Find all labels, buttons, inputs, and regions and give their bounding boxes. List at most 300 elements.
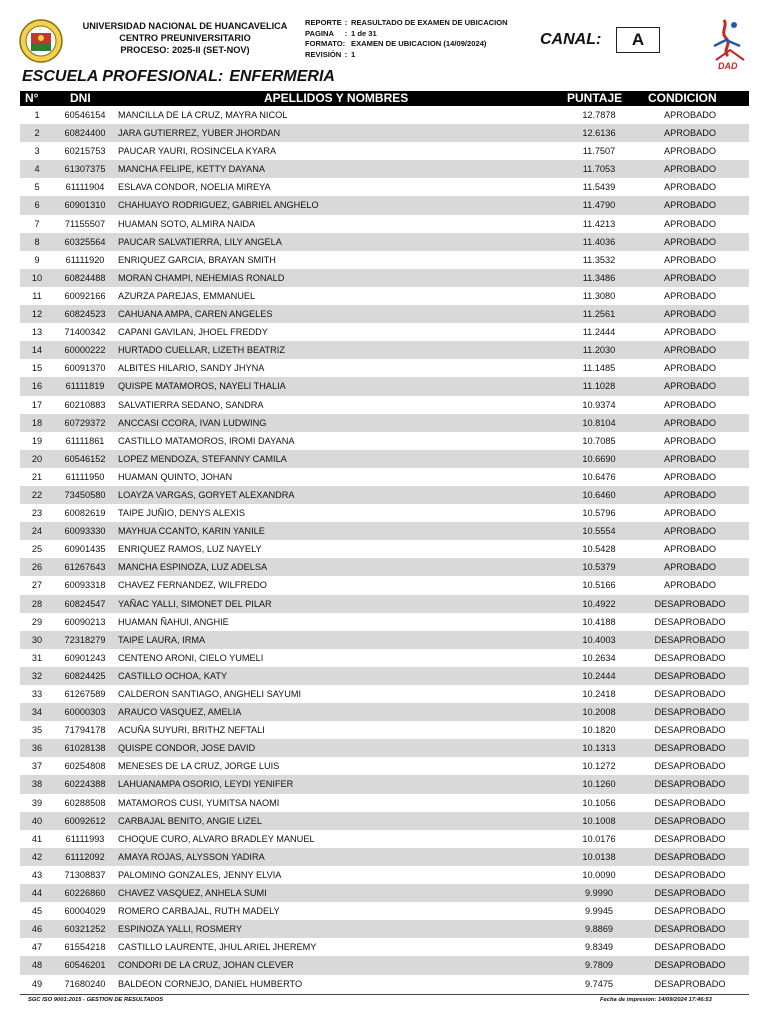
table-row bbox=[20, 305, 749, 323]
institution-name: UNIVERSIDAD NACIONAL DE HUANCAVELICA bbox=[82, 21, 288, 31]
row-number: 22 bbox=[31, 489, 43, 500]
row-score: 10.7085 bbox=[582, 435, 616, 446]
canal-label: CANAL: bbox=[540, 31, 602, 48]
row-condition: DESAPROBADO bbox=[654, 942, 726, 953]
school-heading bbox=[22, 68, 335, 86]
row-score: 11.1485 bbox=[582, 363, 616, 374]
row-number: 26 bbox=[31, 562, 43, 573]
row-number: 4 bbox=[34, 164, 40, 175]
footer-print-date: Fecha de impresión: 14/09/2024 17:46:53 bbox=[600, 997, 712, 1003]
row-dni: 60901243 bbox=[64, 652, 106, 663]
row-full-name: QUISPE CONDOR, JOSE DAVID bbox=[118, 743, 256, 754]
report-field-value: EXAMEN DE UBICACION (14/09/2024) bbox=[351, 39, 487, 48]
table-row bbox=[20, 196, 749, 214]
row-score: 11.7507 bbox=[582, 146, 616, 157]
row-score: 11.7053 bbox=[582, 164, 616, 175]
row-condition: DESAPROBADO bbox=[654, 978, 726, 989]
row-score: 10.1008 bbox=[582, 815, 616, 826]
row-full-name: ESPINOZA YALLI, ROSMERY bbox=[118, 924, 243, 935]
row-full-name: TAIPE LAURA, IRMA bbox=[118, 634, 206, 645]
row-condition: APROBADO bbox=[663, 417, 717, 428]
row-full-name: CASTILLO MATAMOROS, IROMI DAYANA bbox=[118, 435, 295, 446]
row-full-name: MAYHUA CCANTO, KARIN YANILE bbox=[118, 526, 265, 537]
row-dni: 61554218 bbox=[64, 942, 106, 953]
row-score: 10.9374 bbox=[582, 399, 616, 410]
row-number: 13 bbox=[31, 327, 43, 338]
row-score: 10.2634 bbox=[582, 652, 616, 663]
row-number: 42 bbox=[31, 851, 43, 862]
row-number: 12 bbox=[31, 309, 43, 320]
row-full-name: ENRIQUEZ RAMOS, LUZ NAYELY bbox=[118, 544, 262, 555]
row-condition: DESAPROBADO bbox=[654, 689, 726, 699]
row-dni: 60901435 bbox=[64, 544, 106, 555]
row-full-name: ACUÑA SUYURI, BRITHZ NEFTALI bbox=[118, 725, 265, 736]
row-dni: 72318279 bbox=[64, 634, 106, 645]
table-row bbox=[20, 522, 749, 540]
table-row bbox=[20, 775, 749, 793]
row-score: 12.7878 bbox=[582, 110, 616, 120]
row-number: 27 bbox=[31, 580, 43, 591]
row-dni: 60729372 bbox=[64, 417, 106, 428]
row-score: 10.2418 bbox=[582, 689, 616, 699]
table-row bbox=[20, 576, 749, 594]
row-full-name: CHAVEZ FERNANDEZ, WILFREDO bbox=[118, 580, 267, 591]
row-condition: APROBADO bbox=[663, 218, 717, 229]
table-row bbox=[20, 794, 749, 812]
row-condition: DESAPROBADO bbox=[654, 851, 726, 862]
row-number: 29 bbox=[31, 616, 43, 627]
row-number: 25 bbox=[31, 544, 43, 555]
row-full-name: CONDORI DE LA CRUZ, JOHAN CLEVER bbox=[118, 960, 294, 971]
report-field-key: PAGINA bbox=[305, 28, 334, 38]
center-name: CENTRO PREUNIVERSITARIO bbox=[119, 33, 251, 43]
row-number: 32 bbox=[31, 670, 43, 681]
row-condition: APROBADO bbox=[663, 146, 717, 157]
report-field-colon: : bbox=[344, 18, 348, 27]
row-number: 5 bbox=[34, 182, 40, 193]
row-score: 10.4188 bbox=[582, 616, 616, 627]
report-field bbox=[305, 39, 508, 50]
table-row bbox=[20, 160, 749, 178]
row-score: 10.4003 bbox=[582, 634, 616, 645]
row-dni: 61307375 bbox=[64, 164, 106, 175]
report-field-value: 1 de 31 bbox=[351, 28, 377, 38]
row-dni: 60824523 bbox=[64, 309, 106, 320]
table-row bbox=[20, 830, 749, 848]
row-dni: 60210883 bbox=[64, 399, 106, 410]
row-full-name: ROMERO CARBAJAL, RUTH MADELY bbox=[118, 906, 280, 917]
row-dni: 60004029 bbox=[64, 906, 106, 917]
row-condition: DESAPROBADO bbox=[654, 725, 726, 736]
table-row bbox=[20, 649, 749, 667]
row-score: 11.5439 bbox=[582, 182, 616, 193]
row-score: 10.0176 bbox=[582, 833, 616, 844]
row-number: 19 bbox=[31, 435, 43, 446]
table-row bbox=[20, 975, 749, 993]
row-condition: APROBADO bbox=[663, 544, 717, 555]
table-row bbox=[20, 595, 749, 613]
row-dni: 60254808 bbox=[64, 761, 106, 772]
row-number: 1 bbox=[34, 110, 40, 120]
row-dni: 60091370 bbox=[64, 363, 106, 374]
row-full-name: CHAVEZ VASQUEZ, ANHELA SUMI bbox=[118, 888, 267, 899]
table-row bbox=[20, 812, 749, 830]
table-row bbox=[20, 558, 749, 576]
table-row bbox=[20, 468, 749, 486]
row-number: 31 bbox=[31, 652, 43, 663]
row-score: 11.3486 bbox=[582, 272, 616, 283]
table-row bbox=[20, 938, 749, 956]
row-condition: APROBADO bbox=[663, 453, 717, 464]
row-full-name: LOAYZA VARGAS, GORYET ALEXANDRA bbox=[118, 489, 295, 500]
row-dni: 60546201 bbox=[64, 960, 106, 971]
row-condition: APROBADO bbox=[663, 272, 717, 283]
table-row bbox=[20, 757, 749, 775]
row-condition: APROBADO bbox=[663, 399, 717, 410]
table-row bbox=[20, 866, 749, 884]
row-full-name: CASTILLO OCHOA, KATY bbox=[118, 670, 228, 681]
row-condition: DESAPROBADO bbox=[654, 652, 726, 663]
row-dni: 61267589 bbox=[64, 689, 106, 699]
row-full-name: MANCHA ESPINOZA, LUZ ADELSA bbox=[118, 562, 268, 573]
row-score: 10.6460 bbox=[582, 489, 616, 500]
row-score: 11.2030 bbox=[582, 345, 616, 356]
report-field-value: 1 bbox=[351, 49, 356, 59]
row-score: 10.5428 bbox=[582, 544, 616, 555]
row-dni: 60215753 bbox=[64, 146, 106, 157]
row-dni: 60226860 bbox=[64, 888, 106, 899]
row-full-name: TAIPE JUÑIO, DENYS ALEXIS bbox=[118, 508, 245, 519]
row-full-name: ALBITES HILARIO, SANDY JHYNA bbox=[118, 363, 265, 374]
row-number: 18 bbox=[31, 417, 43, 428]
table-row bbox=[20, 956, 749, 974]
row-number: 6 bbox=[34, 200, 40, 211]
row-score: 10.1313 bbox=[582, 743, 616, 754]
row-score: 11.3532 bbox=[582, 254, 616, 265]
row-condition: DESAPROBADO bbox=[654, 743, 726, 754]
table-row bbox=[20, 432, 749, 450]
table-row bbox=[20, 685, 749, 703]
table-row bbox=[20, 902, 749, 920]
row-condition: APROBADO bbox=[663, 290, 717, 301]
row-dni: 60092166 bbox=[64, 290, 106, 301]
row-number: 14 bbox=[31, 345, 43, 356]
table-row bbox=[20, 233, 749, 251]
row-dni: 71794178 bbox=[64, 725, 106, 736]
row-number: 41 bbox=[31, 833, 43, 844]
table-row bbox=[20, 848, 749, 866]
row-condition: DESAPROBADO bbox=[654, 707, 726, 718]
col-header-condition: CONDICION bbox=[648, 91, 717, 105]
row-dni: 61111819 bbox=[65, 381, 105, 392]
row-score: 10.1272 bbox=[582, 761, 616, 772]
row-condition: APROBADO bbox=[663, 345, 717, 356]
table-row bbox=[20, 721, 749, 739]
row-dni: 60090213 bbox=[64, 616, 106, 627]
row-full-name: CHAHUAYO RODRIGUEZ, GABRIEL ANGHELO bbox=[118, 200, 319, 211]
footer-quality-note: SGC ISO 9001:2015 - GESTION DE RESULTADOS bbox=[28, 997, 164, 1003]
row-full-name: CARBAJAL BENITO, ANGIE LIZEL bbox=[118, 815, 262, 826]
report-field-colon: : bbox=[344, 28, 348, 38]
table-row bbox=[20, 377, 749, 395]
row-full-name: BALDEON CORNEJO, DANIEL HUMBERTO bbox=[118, 978, 303, 989]
col-header-score: PUNTAJE bbox=[567, 91, 623, 105]
canal-value: A bbox=[616, 27, 660, 53]
row-full-name: MATAMOROS CUSI, YUMITSA NAOMI bbox=[118, 797, 280, 808]
row-full-name: PALOMINO GONZALES, JENNY ELVIA bbox=[118, 869, 282, 880]
row-dni: 61111993 bbox=[65, 833, 105, 844]
table-row bbox=[20, 106, 749, 124]
table-row bbox=[20, 414, 749, 432]
row-number: 23 bbox=[31, 508, 43, 519]
row-dni: 61111861 bbox=[65, 435, 105, 446]
row-condition: APROBADO bbox=[663, 110, 717, 120]
row-number: 40 bbox=[31, 815, 43, 826]
row-dni: 60546154 bbox=[64, 110, 106, 120]
row-condition: DESAPROBADO bbox=[654, 906, 726, 917]
row-dni: 60093330 bbox=[64, 526, 106, 537]
row-score: 10.0138 bbox=[582, 851, 616, 862]
row-dni: 61111920 bbox=[65, 254, 105, 265]
row-score: 10.4922 bbox=[582, 598, 616, 609]
dad-logo bbox=[706, 16, 752, 72]
row-dni: 60901310 bbox=[64, 200, 106, 211]
row-score: 10.1820 bbox=[582, 725, 616, 736]
row-dni: 60321252 bbox=[64, 924, 106, 935]
table-row bbox=[20, 142, 749, 160]
row-condition: APROBADO bbox=[663, 562, 717, 573]
row-score: 12.6136 bbox=[582, 128, 616, 139]
row-condition: APROBADO bbox=[663, 200, 717, 211]
row-condition: DESAPROBADO bbox=[654, 869, 726, 880]
row-number: 28 bbox=[31, 598, 43, 609]
row-condition: APROBADO bbox=[663, 128, 717, 139]
row-condition: APROBADO bbox=[663, 381, 717, 392]
report-field-key: REPORTE bbox=[305, 18, 342, 27]
report-field bbox=[305, 18, 508, 29]
row-dni: 73450580 bbox=[64, 489, 106, 500]
row-dni: 71680240 bbox=[64, 978, 106, 989]
row-number: 10 bbox=[31, 272, 43, 283]
row-full-name: CAHUANA AMPA, CAREN ANGELES bbox=[118, 309, 273, 320]
row-number: 38 bbox=[31, 779, 43, 790]
row-number: 33 bbox=[31, 689, 43, 699]
row-condition: APROBADO bbox=[663, 309, 717, 320]
row-condition: APROBADO bbox=[663, 182, 717, 193]
table-row bbox=[20, 251, 749, 269]
table-row bbox=[20, 613, 749, 631]
row-dni: 71155507 bbox=[64, 218, 106, 229]
row-condition: DESAPROBADO bbox=[654, 833, 726, 844]
row-score: 9.7475 bbox=[584, 978, 614, 989]
row-score: 10.5166 bbox=[582, 580, 616, 591]
row-condition: DESAPROBADO bbox=[654, 616, 726, 627]
row-score: 9.9945 bbox=[584, 906, 614, 917]
table-row bbox=[20, 215, 749, 233]
row-condition: APROBADO bbox=[663, 164, 717, 175]
row-number: 21 bbox=[31, 471, 43, 482]
row-full-name: HUAMAN ÑAHUI, ANGHIE bbox=[118, 616, 229, 627]
row-number: 36 bbox=[31, 743, 43, 754]
row-dni: 61112092 bbox=[65, 851, 105, 862]
row-condition: DESAPROBADO bbox=[654, 797, 726, 808]
row-condition: DESAPROBADO bbox=[654, 924, 726, 935]
row-condition: APROBADO bbox=[663, 508, 717, 519]
table-row bbox=[20, 341, 749, 359]
row-dni: 60000222 bbox=[64, 345, 106, 356]
row-condition: DESAPROBADO bbox=[654, 634, 726, 645]
row-score: 11.2561 bbox=[582, 309, 616, 320]
row-number: 2 bbox=[34, 128, 40, 139]
row-score: 11.4213 bbox=[582, 218, 616, 229]
row-full-name: MANCILLA DE LA CRUZ, MAYRA NICOL bbox=[118, 110, 288, 120]
row-number: 15 bbox=[31, 363, 43, 374]
row-dni: 60000303 bbox=[64, 707, 106, 718]
report-field-colon: : bbox=[344, 49, 348, 59]
row-score: 11.1028 bbox=[582, 381, 616, 392]
row-dni: 60824425 bbox=[64, 670, 106, 681]
report-field-key: REVISIÓN bbox=[305, 49, 342, 59]
row-condition: DESAPROBADO bbox=[654, 761, 726, 772]
row-full-name: PAUCAR SALVATIERRA, LILY ANGELA bbox=[118, 236, 282, 247]
process-name: PROCESO: 2025-II (SET-NOV) bbox=[120, 45, 250, 55]
row-score: 11.3080 bbox=[582, 290, 616, 301]
row-full-name: LAHUANAMPA OSORIO, LEYDI YENIFER bbox=[118, 779, 294, 790]
table-row bbox=[20, 396, 749, 414]
col-header-name: APELLIDOS Y NOMBRES bbox=[264, 91, 409, 105]
row-dni: 60824488 bbox=[64, 272, 106, 283]
table-header bbox=[20, 91, 749, 106]
row-number: 47 bbox=[31, 942, 43, 953]
table-row bbox=[20, 884, 749, 902]
row-score: 10.5796 bbox=[582, 508, 616, 519]
report-field bbox=[305, 50, 508, 61]
row-score: 10.1056 bbox=[582, 797, 616, 808]
row-full-name: AMAYA ROJAS, ALYSSON YADIRA bbox=[118, 851, 265, 862]
row-full-name: SALVATIERRA SEDANO, SANDRA bbox=[118, 399, 264, 410]
row-score: 9.8869 bbox=[584, 924, 614, 935]
table-row bbox=[20, 667, 749, 685]
row-score: 10.2444 bbox=[582, 670, 616, 681]
row-score: 10.5379 bbox=[582, 562, 616, 573]
row-dni: 60824400 bbox=[64, 128, 106, 139]
row-number: 9 bbox=[34, 254, 40, 265]
report-field bbox=[305, 29, 508, 40]
row-condition: APROBADO bbox=[663, 363, 717, 374]
row-full-name: YAÑAC YALLI, SIMONET DEL PILAR bbox=[118, 598, 272, 609]
row-dni: 60546152 bbox=[64, 453, 106, 464]
row-number: 11 bbox=[32, 290, 42, 301]
institution-block bbox=[70, 20, 300, 56]
row-number: 16 bbox=[31, 381, 43, 392]
row-condition: APROBADO bbox=[663, 254, 717, 265]
row-condition: APROBADO bbox=[663, 489, 717, 500]
dad-logo-text: DAD bbox=[718, 61, 738, 71]
row-dni: 60288508 bbox=[64, 797, 106, 808]
row-dni: 61267643 bbox=[64, 562, 106, 573]
row-number: 44 bbox=[31, 888, 43, 899]
row-score: 10.8104 bbox=[582, 417, 616, 428]
row-number: 7 bbox=[34, 218, 40, 229]
row-score: 10.0090 bbox=[582, 869, 616, 880]
row-score: 9.7809 bbox=[584, 960, 614, 971]
row-full-name: HURTADO CUELLAR, LIZETH BEATRIZ bbox=[118, 345, 285, 356]
row-condition: APROBADO bbox=[663, 580, 717, 591]
row-condition: DESAPROBADO bbox=[654, 779, 726, 790]
row-full-name: CALDERON SANTIAGO, ANGHELI SAYUMI bbox=[118, 689, 302, 699]
row-dni: 60082619 bbox=[64, 508, 106, 519]
table-row bbox=[20, 540, 749, 558]
row-full-name: AZURZA PAREJAS, EMMANUEL bbox=[118, 290, 256, 301]
row-full-name: HUAMAN SOTO, ALMIRA NAIDA bbox=[118, 218, 256, 229]
row-condition: APROBADO bbox=[663, 435, 717, 446]
school-label: ESCUELA PROFESIONAL: bbox=[22, 68, 224, 85]
row-number: 24 bbox=[31, 526, 43, 537]
row-dni: 60824547 bbox=[64, 598, 106, 609]
row-dni: 60092612 bbox=[64, 815, 106, 826]
table-row bbox=[20, 486, 749, 504]
row-condition: APROBADO bbox=[663, 236, 717, 247]
row-number: 34 bbox=[31, 707, 43, 718]
row-condition: APROBADO bbox=[663, 471, 717, 482]
row-full-name: HUAMAN QUINTO, JOHAN bbox=[118, 471, 233, 482]
table-row bbox=[20, 124, 749, 142]
table-row bbox=[20, 450, 749, 468]
footer-rule bbox=[20, 994, 749, 995]
row-condition: APROBADO bbox=[663, 526, 717, 537]
row-score: 10.2008 bbox=[582, 707, 616, 718]
row-score: 11.2444 bbox=[582, 327, 616, 338]
row-full-name: JARA GUTIERREZ, YUBER JHORDAN bbox=[118, 128, 281, 139]
table-row bbox=[20, 739, 749, 757]
row-number: 17 bbox=[31, 399, 43, 410]
row-score: 11.4036 bbox=[582, 236, 616, 247]
table-row bbox=[20, 287, 749, 305]
row-dni: 60325564 bbox=[64, 236, 106, 247]
row-condition: DESAPROBADO bbox=[654, 888, 726, 899]
row-number: 35 bbox=[31, 725, 43, 736]
row-condition: APROBADO bbox=[663, 327, 717, 338]
row-score: 10.6690 bbox=[582, 453, 616, 464]
row-dni: 61111950 bbox=[65, 471, 105, 482]
row-number: 46 bbox=[31, 924, 43, 935]
row-number: 48 bbox=[31, 960, 43, 971]
row-number: 37 bbox=[31, 761, 43, 772]
row-full-name: ANCCASI CCORA, IVAN LUDWING bbox=[118, 417, 267, 428]
row-number: 43 bbox=[31, 869, 43, 880]
row-full-name: CENTENO ARONI, CIELO YUMELI bbox=[118, 652, 264, 663]
table-row bbox=[20, 920, 749, 938]
row-score: 10.6476 bbox=[582, 471, 616, 482]
row-dni: 60224388 bbox=[64, 779, 106, 790]
row-score: 10.5554 bbox=[582, 526, 616, 537]
row-full-name: QUISPE MATAMOROS, NAYELI THALIA bbox=[118, 381, 286, 392]
row-condition: DESAPROBADO bbox=[654, 815, 726, 826]
university-seal-logo bbox=[18, 18, 64, 64]
row-score: 9.9990 bbox=[584, 888, 614, 899]
row-score: 10.1260 bbox=[582, 779, 616, 790]
table-row bbox=[20, 269, 749, 287]
row-number: 39 bbox=[31, 797, 43, 808]
row-dni: 71400342 bbox=[64, 327, 106, 338]
table-row bbox=[20, 178, 749, 196]
report-info bbox=[305, 18, 508, 60]
row-score: 11.4790 bbox=[582, 200, 616, 211]
school-name: ENFERMERIA bbox=[229, 68, 335, 85]
col-header-number: N° bbox=[25, 91, 39, 105]
row-number: 30 bbox=[31, 634, 43, 645]
row-full-name: MORAN CHAMPI, NEHEMIAS RONALD bbox=[118, 272, 285, 283]
